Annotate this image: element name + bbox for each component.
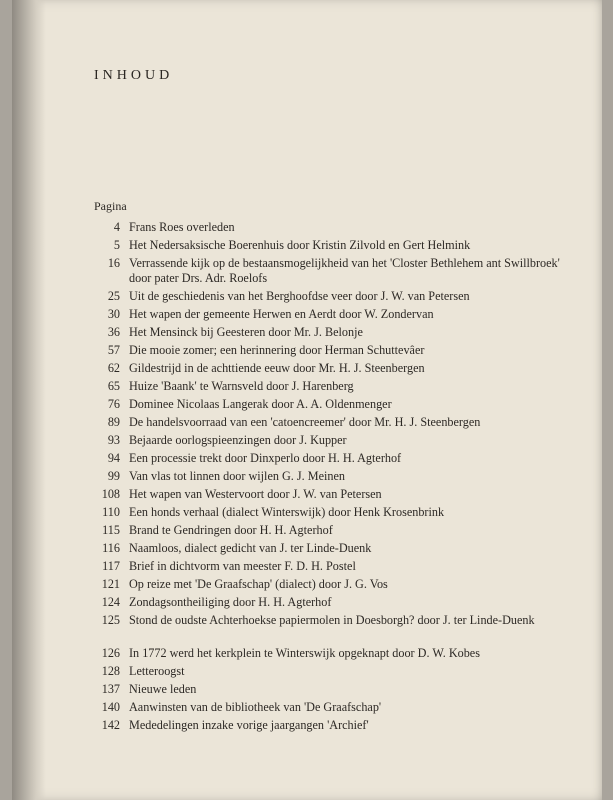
toc-entry-title: Het Mensinck bij Geesteren door Mr. J. Belonje — [129, 325, 363, 339]
toc-page-number: 65 — [107, 379, 120, 393]
toc-entry-title: Gildestrijd in de achttiende eeuw door Mr. H. J. Steenbergen — [129, 361, 425, 375]
toc-page-number: 117 — [102, 559, 120, 573]
table-of-contents — [94, 220, 584, 736]
toc-page-number: 110 — [102, 505, 120, 519]
toc-entry-title: Die mooie zomer; een herinnering door Herman Schuttevâer — [129, 343, 425, 357]
toc-entry — [94, 433, 584, 451]
toc-page-number: 16 — [107, 256, 120, 270]
toc-entry-title: Het wapen van Westervoort door J. W. van Petersen — [129, 487, 382, 501]
toc-entry-title: Een processie trekt door Dinxperlo door H. H. Agterhof — [129, 451, 402, 465]
toc-entry-title: Nieuwe leden — [129, 682, 197, 696]
toc-entry-title: Naamloos, dialect gedicht van J. ter Linde-Duenk — [129, 541, 372, 555]
toc-entry-title: Dominee Nicolaas Langerak door A. A. Oldenmenger — [129, 397, 392, 411]
toc-entry-title: Letteroogst — [129, 664, 185, 678]
toc-page-number: 57 — [107, 343, 120, 357]
toc-page-number: 108 — [101, 487, 120, 501]
toc-entry — [94, 487, 584, 505]
toc-entry — [94, 415, 584, 433]
toc-page-number: 62 — [107, 361, 120, 375]
toc-entry — [94, 505, 584, 523]
toc-page-number: 25 — [107, 289, 120, 303]
page-column-label: Pagina — [94, 199, 127, 213]
book-page — [12, 0, 602, 800]
toc-page-number: 93 — [107, 433, 120, 447]
toc-entry — [94, 577, 584, 595]
toc-page-number: 124 — [101, 595, 120, 609]
toc-page-number: 30 — [107, 307, 120, 321]
toc-page-number: 116 — [102, 541, 120, 555]
toc-entry — [94, 220, 584, 238]
toc-entry — [94, 256, 584, 289]
toc-page-number: 94 — [107, 451, 120, 465]
toc-entry — [94, 682, 584, 700]
toc-entry — [94, 343, 584, 361]
toc-entry — [94, 289, 584, 307]
toc-entry-title: Brand te Gendringen door H. H. Agterhof — [129, 523, 333, 537]
toc-entry-title: Frans Roes overleden — [129, 220, 235, 234]
toc-entry — [94, 238, 584, 256]
toc-page-number: 126 — [101, 646, 120, 660]
toc-entry-title: Het Nedersaksische Boerenhuis door Kristin Zilvold en Gert Helmink — [129, 238, 471, 252]
toc-entry — [94, 307, 584, 325]
toc-page-number: 128 — [101, 664, 120, 678]
toc-page-number: 99 — [107, 469, 120, 483]
toc-entry — [94, 397, 584, 415]
toc-entry-title: Stond de oudste Achterhoekse papiermolen in Doesborgh? door J. ter Linde-Duenk — [129, 613, 535, 627]
toc-entry-title: Aanwinsten van de bibliotheek van 'De Graafschap' — [129, 700, 382, 714]
toc-page-number: 5 — [113, 238, 120, 252]
toc-entry — [94, 361, 584, 379]
toc-entry — [94, 646, 584, 664]
toc-entry-title: In 1772 werd het kerkplein te Winterswijk opgeknapt door D. W. Kobes — [129, 646, 480, 660]
toc-entry — [94, 523, 584, 541]
toc-page-number: 4 — [113, 220, 120, 234]
toc-entry — [94, 613, 584, 646]
toc-entry — [94, 700, 584, 718]
toc-page-number: 140 — [101, 700, 120, 714]
toc-page-number: 36 — [107, 325, 120, 339]
toc-entry — [94, 595, 584, 613]
toc-entry — [94, 541, 584, 559]
toc-entry — [94, 559, 584, 577]
toc-entry-title: Van vlas tot linnen door wijlen G. J. Meinen — [129, 469, 345, 483]
page-title: INHOUD — [94, 68, 174, 83]
toc-entry-title: Het wapen der gemeente Herwen en Aerdt door W. Zondervan — [129, 307, 434, 321]
toc-entry-title: Op reize met 'De Graafschap' (dialect) door J. G. Vos — [129, 577, 388, 591]
toc-page-number: 125 — [101, 613, 120, 627]
toc-entry-title: Brief in dichtvorm van meester F. D. H. Postel — [129, 559, 356, 573]
toc-entry — [94, 379, 584, 397]
page-gutter-shadow — [12, 0, 46, 800]
toc-entry — [94, 325, 584, 343]
toc-page-number: 115 — [102, 523, 120, 537]
toc-page-number: 89 — [107, 415, 120, 429]
toc-entry — [94, 718, 584, 736]
toc-page-number: 137 — [101, 682, 120, 696]
toc-entry-title: Uit de geschiedenis van het Berghoofdse veer door J. W. van Petersen — [129, 289, 470, 303]
toc-entry — [94, 451, 584, 469]
toc-entry-title: Zondagsontheiliging door H. H. Agterhof — [129, 595, 332, 609]
toc-page-number: 142 — [101, 718, 120, 732]
toc-entry — [94, 469, 584, 487]
toc-entry — [94, 664, 584, 682]
toc-entry-title: Mededelingen inzake vorige jaargangen 'Archief' — [129, 718, 369, 732]
toc-page-number: 76 — [107, 397, 120, 411]
toc-page-number: 121 — [101, 577, 120, 591]
toc-entry-title: De handelsvoorraad van een 'catoencreemer' door Mr. H. J. Steenbergen — [129, 415, 481, 429]
toc-entry-title: Bejaarde oorlogspieenzingen door J. Kupper — [129, 433, 347, 447]
toc-entry-title: Huize 'Baank' te Warnsveld door J. Harenberg — [129, 379, 354, 393]
toc-entry-title: Verrassende kijk op de bestaansmogelijkheid van het 'Closter Bethlehem ant Swillbroek' door pater Drs. Adr. Roelofs — [129, 256, 560, 285]
toc-entry-title: Een honds verhaal (dialect Winterswijk) door Henk Krosenbrink — [129, 505, 445, 519]
